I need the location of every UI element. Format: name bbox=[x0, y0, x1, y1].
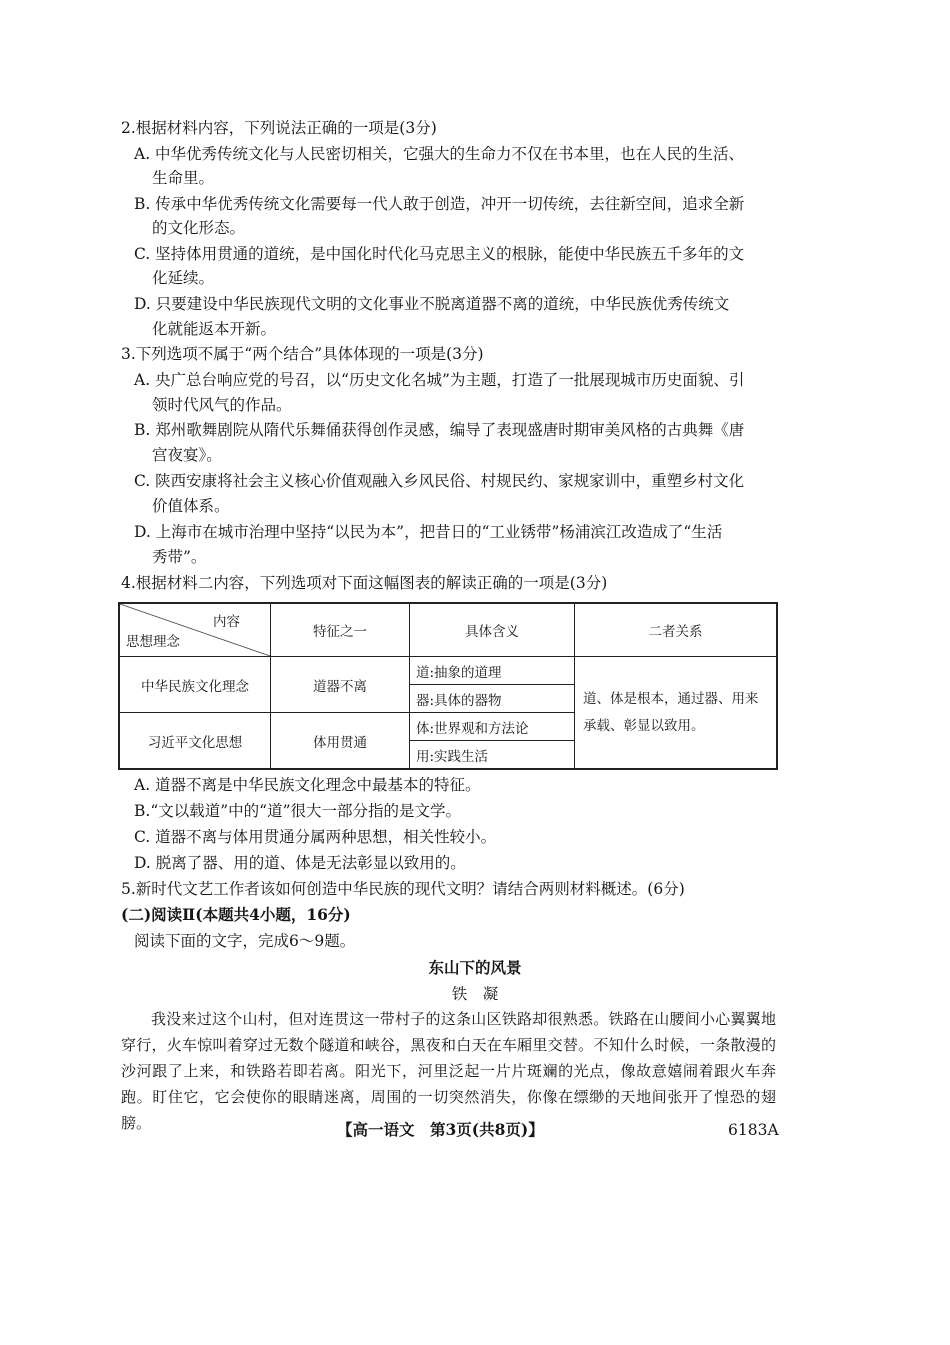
concept-table bbox=[118, 602, 778, 770]
q4-option-d: D. 脱离了器、用的道、体是无法彰显以致用的。 bbox=[134, 854, 466, 872]
row1-meaning-1: 道:抽象的道理 bbox=[410, 657, 575, 685]
q3-option-a-cont: 领时代风气的作品。 bbox=[152, 396, 292, 414]
q3-stem: 3.下列选项不属于“两个结合”具体体现的一项是(3分) bbox=[121, 345, 484, 363]
q5-stem: 5.新时代文艺工作者该如何创造中华民族的现代文明？请结合两则材料概述。(6分) bbox=[121, 880, 685, 898]
article-title: 东山下的风景 bbox=[428, 958, 522, 977]
article-author: 铁 凝 bbox=[451, 985, 499, 1003]
header-feature: 特征之一 bbox=[271, 603, 410, 657]
row2-meaning-2: 用:实践生活 bbox=[410, 741, 575, 770]
row2-concept: 习近平文化思想 bbox=[119, 713, 271, 770]
q4-option-a: A. 道器不离是中华民族文化理念中最基本的特征。 bbox=[134, 776, 481, 794]
row1-concept: 中华民族文化理念 bbox=[119, 657, 271, 713]
q4-option-b: B.“文以载道”中的“道”很大一部分指的是文学。 bbox=[134, 802, 462, 820]
q2-option-b: B. 传承中华优秀传统文化需要每一代人敢于创造，冲开一切传统，去往新空间，追求全新 bbox=[134, 195, 745, 213]
q2-option-c: C. 坚持体用贯通的道统，是中国化时代化马克思主义的根脉，能使中华民族五千多年的文 bbox=[134, 245, 745, 263]
row1-feature: 道器不离 bbox=[271, 657, 410, 713]
table-row bbox=[119, 657, 777, 685]
q3-option-c: C. 陕西安康将社会主义核心价值观融入乡风民俗、村规民约、家规家训中，重塑乡村文化 bbox=[134, 472, 745, 490]
q3-option-b-cont: 宫夜宴》。 bbox=[152, 446, 222, 464]
row2-meaning-1: 体:世界观和方法论 bbox=[410, 713, 575, 741]
q3-option-b: B. 郑州歌舞剧院从隋代乐舞俑获得创作灵感，编导了表现盛唐时期审美风格的古典舞《唐 bbox=[134, 421, 745, 439]
header-relation: 二者关系 bbox=[575, 603, 778, 657]
section-heading: (二)阅读Ⅱ(本题共4小题，16分) bbox=[121, 905, 351, 924]
q2-option-b-cont: 的文化形态。 bbox=[152, 219, 246, 237]
q2-option-d: D. 只要建设中华民族现代文明的文化事业不脱离道器不离的道统，中华民族优秀传统文 bbox=[134, 295, 730, 313]
q2-option-c-cont: 化延续。 bbox=[152, 269, 215, 287]
page-footer: 【高一语文 第3页(共8页)】 bbox=[337, 1120, 544, 1139]
corner-top-label: 内容 bbox=[213, 614, 240, 630]
q2-stem: 2.根据材料内容，下列说法正确的一项是(3分) bbox=[121, 119, 437, 137]
article-paragraph: 我没来过这个山村，但对连贯这一带村子的这条山区铁路却很熟悉。铁路在山腰间小心翼翼地穿行，火车惊叫着穿过无数个隧道和峡谷，黑夜和白天在车厢里交替。不知什么时候，一条散漫的沙河跟了上来，和铁路若即若离。阳光下，河里泛起一片片斑斓的光点，像故意嬉闹着跟火车奔跑。盯住它，它会使你的眼睛迷离，周围的一切突然消失，你像在缥缈的天地间张开了惶恐的翅膀。 bbox=[121, 1010, 776, 1132]
q3-option-d-cont: 秀带”。 bbox=[152, 548, 207, 566]
q2-option-a: A. 中华优秀传统文化与人民密切相关，它强大的生命力不仅在书本里，也在人民的生活、 bbox=[134, 145, 745, 163]
q3-option-a: A. 央广总台响应党的号召，以“历史文化名城”为主题，打造了一批展现城市历史面貌、引 bbox=[134, 371, 745, 389]
corner-bottom-label: 思想理念 bbox=[126, 634, 180, 650]
q2-option-a-cont: 生命里。 bbox=[152, 169, 215, 187]
relation-cell: 道、体是根本，通过器、用来承载、彰显以致用。 bbox=[575, 657, 778, 770]
section-instruction: 阅读下面的文字，完成6～9题。 bbox=[134, 932, 356, 950]
q4-stem: 4.根据材料二内容，下列选项对下面这幅图表的解读正确的一项是(3分) bbox=[121, 574, 608, 592]
q4-option-c: C. 道器不离与体用贯通分属两种思想，相关性较小。 bbox=[134, 828, 497, 846]
paper-code: 6183A bbox=[728, 1121, 779, 1139]
table-corner-cell bbox=[119, 603, 271, 657]
row2-feature: 体用贯通 bbox=[271, 713, 410, 770]
q2-option-d-cont: 化就能返本开新。 bbox=[152, 320, 277, 338]
q3-option-c-cont: 价值体系。 bbox=[152, 497, 230, 515]
header-meaning: 具体含义 bbox=[410, 603, 575, 657]
row1-meaning-2: 器:具体的器物 bbox=[410, 685, 575, 713]
table-header-row bbox=[119, 603, 777, 657]
q3-option-d: D. 上海市在城市治理中坚持“以民为本”，把昔日的“工业锈带”杨浦滨江改造成了“生活 bbox=[134, 523, 723, 541]
